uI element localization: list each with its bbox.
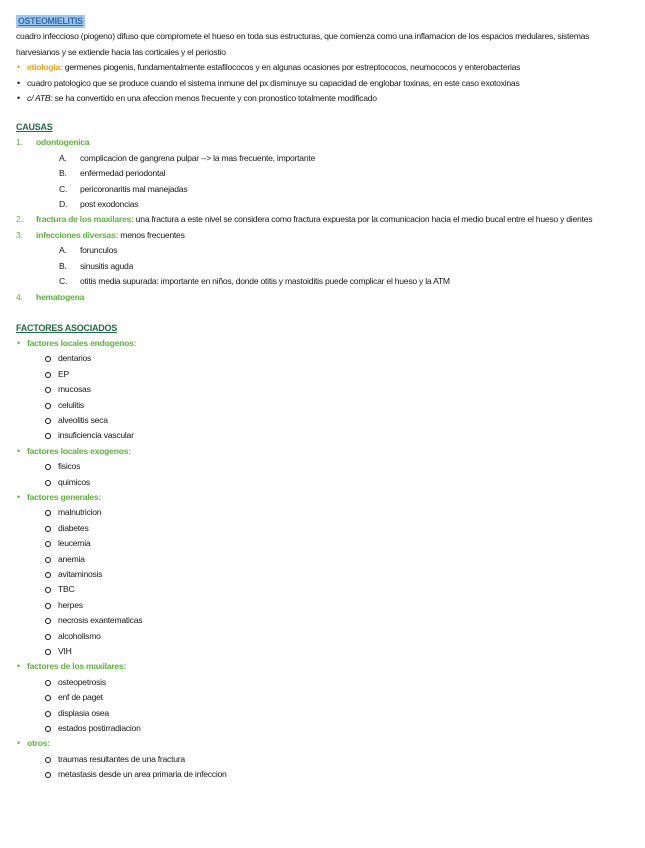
causa-number: 3.: [16, 229, 23, 240]
intro-bullet-list: [16, 60, 626, 106]
factor-item: herpes: [45, 598, 626, 613]
sub-letter: B.: [59, 260, 67, 271]
sub-text: pericoronaritis mal manejadas: [80, 183, 188, 194]
factor-item: necrosis exantematicas: [45, 613, 626, 628]
sub-text: complicacion de gangrena pulpar --> la mas frecuente, importante: [80, 152, 316, 163]
factores-list: [16, 336, 626, 783]
causa-number: 4.: [16, 291, 23, 302]
bullet-atb: [16, 91, 626, 106]
sub-item: [59, 197, 626, 212]
factor-group-label: factores de los maxilares:: [27, 661, 127, 672]
factor-item: anemia: [45, 552, 626, 567]
sub-letter: B.: [59, 168, 67, 179]
factor-item: estados postirradiacion: [45, 721, 626, 736]
causa-item: [16, 212, 626, 227]
bullet-label: etiologia:: [27, 62, 63, 73]
factor-sublist: [45, 752, 626, 783]
sub-text: post exodoncias: [80, 199, 139, 210]
causa-label: infecciones diversas:: [36, 229, 119, 240]
factor-group: [16, 444, 626, 490]
factor-item: mucosas: [45, 382, 626, 397]
factores-heading: FACTORES ASOCIADOS: [16, 322, 118, 333]
sub-item: [59, 151, 626, 166]
causa-text: menos frecuentes: [118, 229, 185, 240]
causa-number: 1.: [16, 137, 23, 148]
bullet-etiologia: [16, 60, 626, 75]
factor-group: [16, 490, 626, 659]
factor-item: TBC: [45, 582, 626, 597]
causa-number: 2.: [16, 214, 23, 225]
document-page: [16, 14, 626, 783]
factor-item: osteopetrosis: [45, 675, 626, 690]
factor-item: leucemia: [45, 536, 626, 551]
causa-item: [16, 228, 626, 290]
factor-item: alcoholismo: [45, 629, 626, 644]
sub-letter: A.: [59, 245, 67, 256]
factor-item: metastasis desde un area primaria de infeccion: [45, 767, 626, 782]
sub-item: [59, 259, 626, 274]
factor-item: traumas resultantes de una fractura: [45, 752, 626, 767]
sub-letter: D.: [59, 199, 68, 210]
sub-letter: C.: [59, 183, 68, 194]
sub-item: [59, 274, 626, 289]
factor-sublist: [45, 505, 626, 659]
factor-item: celulitis: [45, 398, 626, 413]
sub-item: [59, 182, 626, 197]
intro-paragraph: cuadro infeccioso (piogeno) difuso que compromete el hueso en toda sus estructuras, que comienza como una inflamacion de los espacios medulares, sistemas harvesianos y se extiende hacia las corticales y el periostio: [16, 31, 590, 57]
factor-item: enf de paget: [45, 690, 626, 705]
bullet-text: germenes piogenis, fundamentalmente estafilococos y en algunas ocasiones por estreptococos, neumococos y enterobacterias: [62, 62, 521, 73]
factor-group-label: factores locales endogenos:: [27, 337, 137, 348]
factor-item: quimicos: [45, 475, 626, 490]
factor-item: insuficiencia vascular: [45, 428, 626, 443]
causa-sublist: [59, 151, 626, 213]
factor-sublist: [45, 459, 626, 490]
factor-sublist: [45, 675, 626, 737]
sub-letter: A.: [59, 152, 67, 163]
factor-item: avitaminosis: [45, 567, 626, 582]
sub-text: forunculos: [80, 245, 118, 256]
causa-label: hematogena: [36, 291, 85, 302]
sub-letter: C.: [59, 276, 68, 287]
causa-item: [16, 290, 626, 305]
causa-label: fractura de los maxilares:: [36, 214, 134, 225]
factor-sublist: [45, 351, 626, 443]
sub-text: otitis media supurada: importante en niños, donde otitis y mastoiditis puede complicar el hueso y la ATM: [80, 276, 450, 287]
bullet-text: cuadro patologico que se produce cuando el sistema inmune del px disminuye su capacidad de englobar toxinas, en este caso exotoxinas: [27, 77, 520, 88]
sub-text: enfermedad periodontal: [80, 168, 166, 179]
causa-text: una fractura a este nivel se considera como fractura expuesta por la comunicacion hacia el medio bucal entre el hueso y dientes: [133, 214, 593, 225]
factor-item: alveolitis seca: [45, 413, 626, 428]
factor-item: displasia osea: [45, 706, 626, 721]
causas-list: [16, 135, 626, 304]
causa-label: odontogenica: [36, 137, 90, 148]
causa-item: [16, 135, 626, 212]
document-title: OSTEOMIELITIS: [18, 16, 83, 26]
sub-item: [59, 243, 626, 258]
factor-group: [16, 336, 626, 444]
factor-item: fisicos: [45, 459, 626, 474]
bullet-cuadro-patologico: [16, 76, 626, 91]
factor-item: malnutricion: [45, 505, 626, 520]
bullet-text: se ha convertido en una afeccion menos frecuente y con pronostico totalmente modificado: [52, 93, 377, 104]
factor-item: VIH: [45, 644, 626, 659]
factor-item: EP: [45, 367, 626, 382]
factor-group-label: factores locales exogenos:: [27, 445, 131, 456]
causas-heading: CAUSAS: [16, 122, 53, 133]
factor-group: [16, 659, 626, 736]
factor-group-label: factores generales:: [27, 491, 102, 502]
factor-item: diabetes: [45, 521, 626, 536]
bullet-label: c/ ATB:: [27, 93, 53, 104]
factor-item: dentarios: [45, 351, 626, 366]
sub-text: sinusitis aguda: [80, 260, 134, 271]
sub-item: [59, 166, 626, 181]
factor-group-label: otros:: [27, 738, 50, 749]
causa-sublist: [59, 243, 626, 289]
factor-group: [16, 736, 626, 782]
